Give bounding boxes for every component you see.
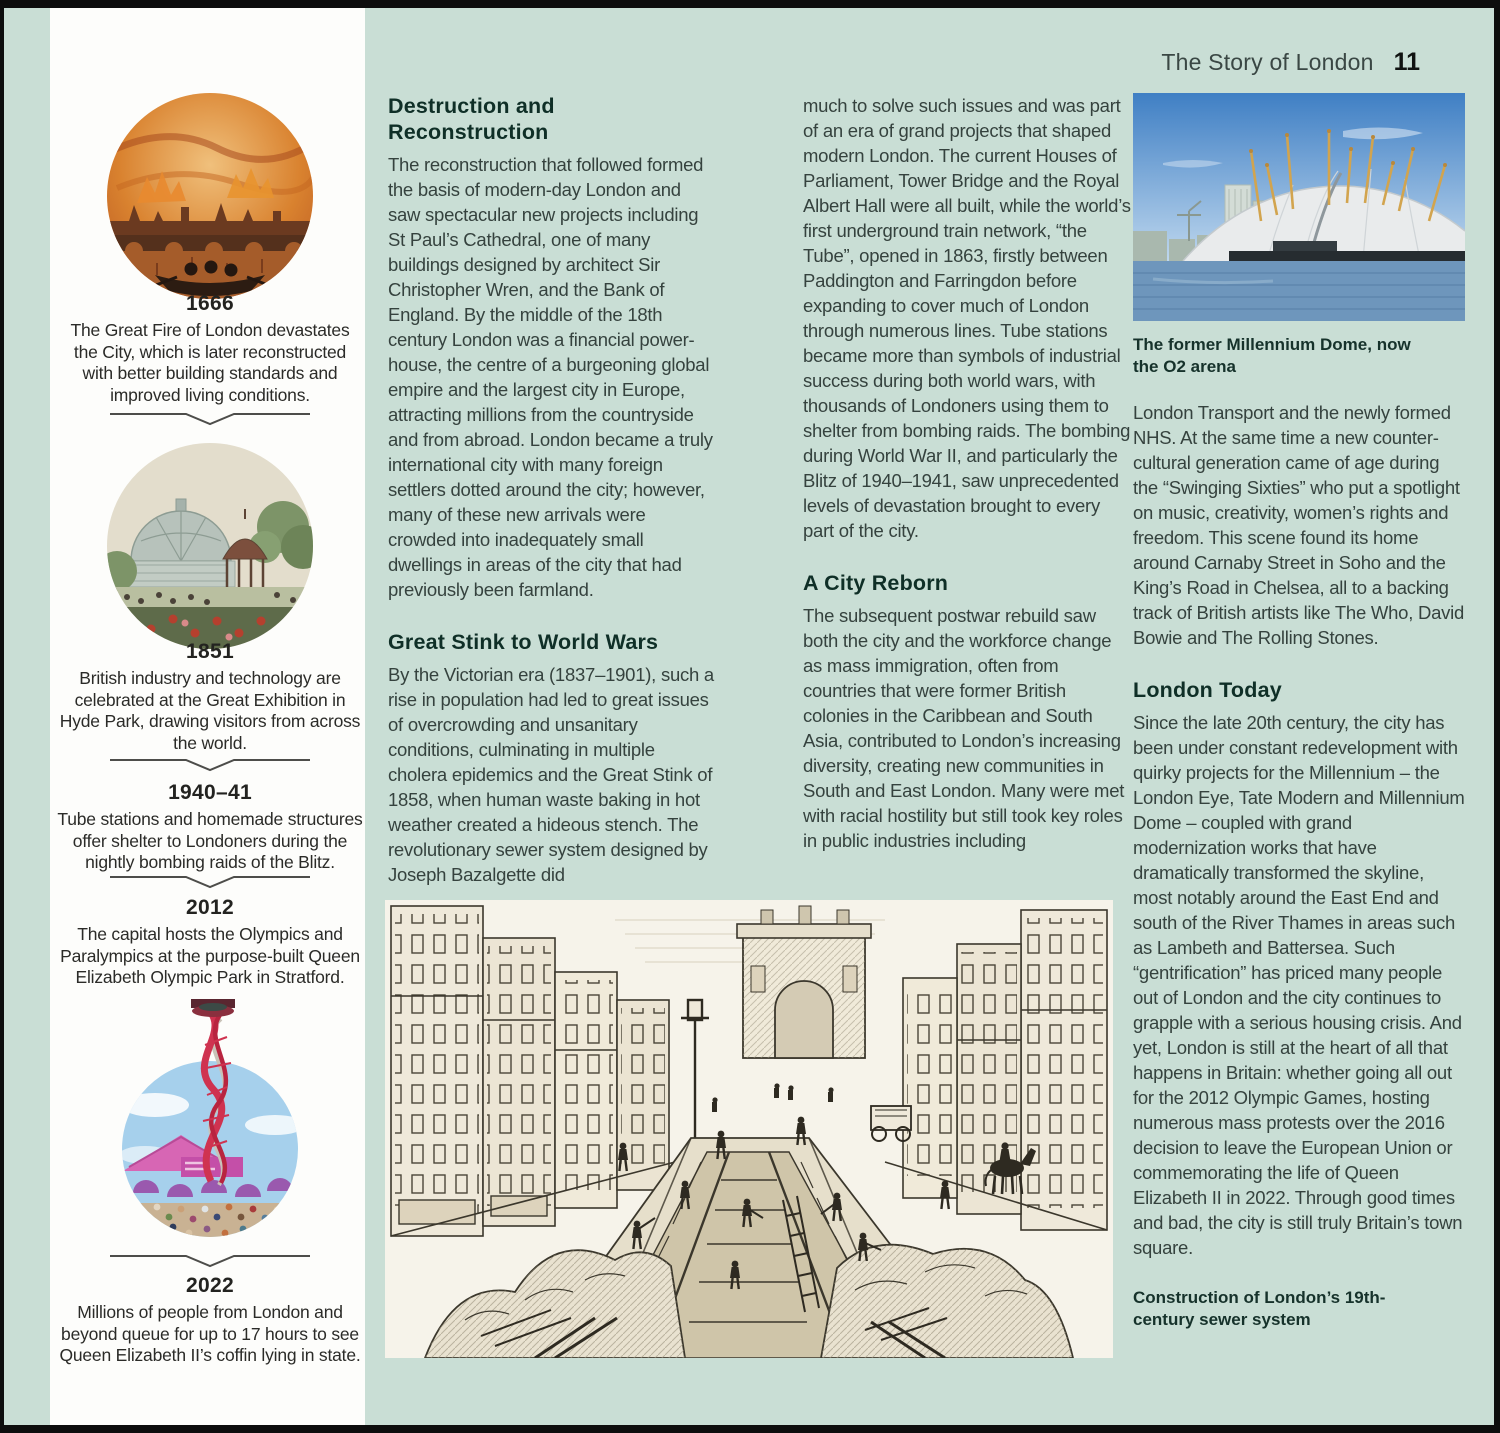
engraving-caption: Construction of London’s 19th-century sewer system: [1133, 1288, 1386, 1329]
timeline-entry-text: British industry and technology are celebrated at the Great Exhibition in Hyde Park, drawing visitors from across the world.: [59, 668, 361, 753]
sewer-construction-engraving: [385, 900, 1113, 1358]
body-paragraph: Since the late 20th century, the city has been under constant redevelopment with quirky projects for the Millennium – the London Eye, Tate Modern and Millennium Dome – coupled with grand modernization works that have dramatically transformed the skyline, most notably around the East End and south of the River Thames in areas such as Lambeth and Battersea. Such “gentrification” has priced many people out of London and the city continues to grapple with a serious housing crisis. And yet, London is still at the heart of all that happens in Britain: whether going all out for the 2012 Olympic Games, hosting numerous mass protests over the 2016 decision to leave the European Union or commemorating the life of Queen Elizabeth II in 2022. Through good times and bad, the city is still truly Britain’s town square.: [1133, 712, 1465, 1258]
page-number: 11: [1393, 48, 1420, 76]
section-heading: London Today: [1133, 678, 1282, 702]
text-column-2: [803, 93, 1131, 880]
timeline-entry-text: The capital hosts the Olympics and Paralympics at the purpose-built Queen Elizabeth Olympic Park in Stratford.: [60, 924, 360, 987]
body-paragraph: By the Victorian era (1837–1901), such a rise in population had led to great issues of overcrowding and unsanitary conditions, culminating in multiple cholera epidemics and the Great Stink of 1858, when human waste baking in hot weather created a hideous stench. The revolutionary sewer system designed by Joseph Bazalgette did: [388, 664, 714, 885]
timeline-divider-chevron-icon: [110, 752, 310, 774]
page-border-right: [1494, 0, 1500, 1433]
text-column-3: [1133, 93, 1465, 1331]
section-heading: Great Stink to World Wars: [388, 630, 659, 654]
great-exhibition-painting: [107, 443, 313, 649]
body-paragraph: London Transport and the newly formed NHS. At the same time a new counter-cultural generation came of age during the “Swinging Sixties” who put a spotlight on music, creativity, women’s rights and freedom. This scene found its home around Carnaby Street in Soho and the King’s Road in Chelsea, all to a backing track of British artists like The Who, David Bowie and The Rolling Stones.: [1133, 402, 1465, 648]
timeline-year: 1851: [186, 640, 234, 663]
section-heading: Destruction and Reconstruction: [388, 94, 555, 144]
timeline-entry-text: Tube stations and homemade structures offer shelter to Londoners during the nightly bombing raids of the Blitz.: [57, 809, 363, 872]
page-border-bottom: [0, 1425, 1500, 1433]
millennium-dome-photo: [1133, 93, 1465, 321]
section-title: The Story of London: [1161, 49, 1374, 75]
body-paragraph: The subsequent postwar rebuild saw both the city and the workforce change as mass immigration, often from countries that were former British colonies in the Caribbean and South Asia, contributed to London’s increasing diversity, creating new communities in South and East London. Many were met with racial hostility but still took key roles in public industries including: [803, 605, 1125, 851]
timeline-divider-chevron-icon: [110, 406, 310, 428]
section-heading: A City Reborn: [803, 571, 949, 595]
timeline-year: 2022: [186, 1274, 234, 1297]
timeline-year: 2012: [186, 896, 234, 919]
body-paragraph: The reconstruction that followed formed the basis of modern-day London and saw spectacular new projects including St Paul’s Cathedral, one of many buildings designed by architect Sir Christopher Wren, and the Bank of England. By the middle of the 18th century London was a financial power-house, the centre of a burgeoning global empire and the largest city in Europe, attracting millions from the countryside and from abroad. London became a truly international city with many foreign settlers dotted around the city; however, many of these new arrivals were crowded into inadequately small dwellings in areas of the city that had previously been farmland.: [388, 154, 713, 600]
body-paragraph: much to solve such issues and was part of an era of grand projects that shaped modern London. The current Houses of Parliament, Tower Bridge and the Royal Albert Hall were all built, while the world’s first underground train network, “the Tube”, opened in 1863, firstly between Paddington and Farringdon before expanding to cover much of London through numerous lines. Tube stations became more than symbols of industrial success during both world wars, with thousands of Londoners using them to shelter from bombing raids. The bombing during World War II, and particularly the Blitz of 1940–1941, saw unprecedented levels of devastation brought to every part of the city.: [803, 95, 1131, 541]
timeline-entry-text: Millions of people from London and beyond queue for up to 17 hours to see Queen Elizabeth II’s coffin lying in state.: [59, 1302, 361, 1365]
text-column-1: [388, 93, 716, 914]
arcelormittal-orbit-photo: [85, 985, 335, 1240]
timeline-year: 1940–41: [168, 781, 252, 804]
great-fire-painting: [107, 93, 313, 299]
running-head: [1161, 48, 1420, 77]
page-border-left: [0, 0, 4, 1433]
page-border-top: [0, 0, 1500, 8]
timeline-divider-chevron-icon: [110, 869, 310, 891]
timeline-divider-chevron-icon: [110, 1248, 310, 1270]
timeline-year: 1666: [186, 292, 234, 315]
photo-caption: The former Millennium Dome, now the O2 arena: [1133, 335, 1411, 376]
timeline-entry-text: The Great Fire of London devastates the City, which is later reconstructed with better building standards and improved living conditions.: [70, 320, 350, 405]
